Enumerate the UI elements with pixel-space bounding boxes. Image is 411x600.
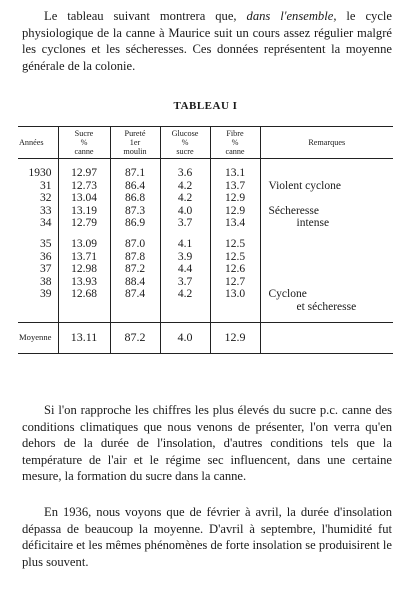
remark-et-secheresse: et sécheresse — [296, 300, 357, 313]
remarks-col-2 — [260, 238, 393, 314]
table-row-group-1 — [18, 167, 393, 230]
paragraph-2: Si l'on rapproche les chiffres les plus élevés du sucre p.c. canne des conditions climatiques que nous venons de présenter, l'on verra qu'en dehors de la durée de l'insolation, d'autres conditions tels que la température de l'air et le régime sec influencent, dans une certaine mesure, la formation du sucre dans la canne. — [22, 403, 392, 483]
glucose-col-2: 4.1 3.9 4.4 3.7 4.2 — [160, 238, 210, 314]
header-fibre: Fibre % canne — [210, 127, 260, 159]
fibre-col-1: 13.1 13.7 12.9 12.9 13.4 — [210, 167, 260, 230]
remark-violent-cyclone: Violent cyclone — [268, 179, 341, 192]
glucose-col-1: 3.6 4.2 4.2 4.0 3.7 — [160, 167, 210, 230]
data-table — [18, 126, 393, 354]
average-remarks — [260, 322, 393, 353]
remark-intense: intense — [296, 217, 330, 230]
header-purete: Pureté 1er moulin — [110, 127, 160, 159]
remark-secheresse: Sécheresse — [268, 204, 319, 217]
sucre-col-1: 12.97 12.73 13.04 13.19 12.79 — [58, 167, 110, 230]
sucre-col-2: 13.09 13.71 12.98 13.93 12.68 — [58, 238, 110, 314]
purete-col-1: 87.1 86.4 86.8 87.3 86.9 — [110, 167, 160, 230]
paragraph-3: En 1936, nous voyons que de février à avril, la durée d'insolation dépassa de beaucoup la moyenne. D'avril à septembre, l'humidité fut déficitaire et les mêmes phénomènes de forte insolation se produisirent le plus souvent. — [22, 505, 392, 569]
intro-text: Le tableau suivant montrera que, — [44, 9, 247, 23]
intro-emphasis: dans l'ensemble, — [246, 9, 337, 23]
years-col-1: 1930 31 32 33 34 — [28, 167, 52, 230]
purete-col-2: 87.0 87.8 87.2 88.4 87.4 — [110, 238, 160, 314]
remark-cyclone: Cyclone — [268, 288, 307, 301]
years-col-2: 35 36 37 38 39 — [40, 237, 52, 301]
header-glucose: Glucose % sucre — [160, 127, 210, 159]
average-label: Moyenne — [18, 322, 58, 353]
fibre-col-2: 12.5 12.5 12.6 12.7 13.0 — [210, 238, 260, 314]
header-annees: Années — [18, 127, 58, 159]
average-fibre: 12.9 — [210, 322, 260, 353]
table-title: TABLEAU I — [173, 100, 238, 112]
intro-text-end: le cycle physiologique de la canne à Maurice suit un cours assez régulier malgré les cyclones et les sécheresses. Ces données représentent la moyenne générale de la colonie. — [22, 9, 393, 73]
intro-paragraph — [22, 8, 392, 74]
table-header-row — [18, 127, 393, 159]
header-remarques: Remarques — [260, 127, 393, 159]
remarks-col-1 — [260, 167, 393, 230]
average-glucose: 4.0 — [160, 322, 210, 353]
average-purete: 87.2 — [110, 322, 160, 353]
table-row-group-2 — [18, 238, 393, 314]
header-sucre: Sucre % canne — [58, 127, 110, 159]
average-sucre: 13.11 — [58, 322, 110, 353]
table-row-average — [18, 322, 393, 353]
